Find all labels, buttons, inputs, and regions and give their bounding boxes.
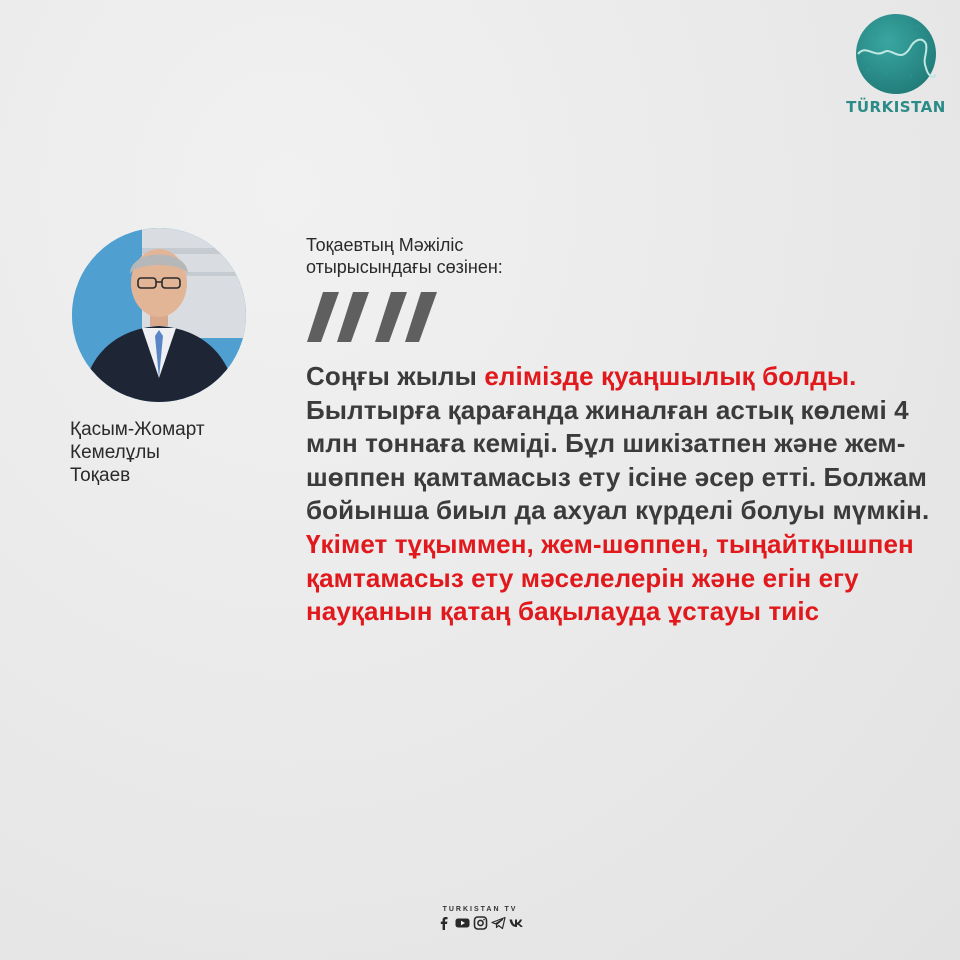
social-icons (430, 916, 530, 930)
telegram-icon[interactable] (491, 916, 506, 930)
person-name (70, 418, 250, 487)
vk-icon[interactable] (509, 916, 524, 930)
person-name-line: Қасым-Жомарт (70, 419, 205, 440)
person-name-line: Тоқаев (70, 465, 131, 486)
facebook-icon[interactable] (437, 916, 452, 930)
quote-highlight: елімізде қуаңшылық болды. (484, 361, 857, 391)
source-line: Тоқаевтың Мәжіліс (306, 235, 464, 255)
footer (430, 906, 530, 930)
logo-text: TÜRKISTAN (846, 98, 946, 116)
quote-highlight: Үкімет тұқыммен, жем-шөппен, тыңайтқышпен қамтамасыз ету мәселелерін және егін егу науқанын қатаң бақылауда ұстауы тиіс (306, 528, 914, 627)
instagram-icon[interactable] (473, 916, 488, 930)
source-caption (306, 234, 666, 278)
turkistan-logo-icon (856, 14, 936, 94)
youtube-icon[interactable] (455, 916, 470, 930)
turkistan-logo (842, 12, 950, 122)
footer-brand: TURKISTAN TV (442, 906, 518, 913)
person-name-line: Кемелұлы (70, 442, 160, 463)
quote-marks-icon (305, 282, 455, 352)
quote-segment: Соңғы жылы (306, 361, 485, 391)
quote-segment: Былтырға қарағанда жиналған астық көлемі 4 млн тоннаға кеміді. Бұл шикізатпен және жем-шөппен қамтамасыз ету ісіне әсер етті. Болжам бойынша биыл да ахуал күрделі болуы мүмкін. (306, 394, 930, 526)
quote-text (306, 360, 946, 629)
portrait-photo (72, 228, 246, 402)
source-line: отырысындағы сөзінен: (306, 257, 503, 277)
